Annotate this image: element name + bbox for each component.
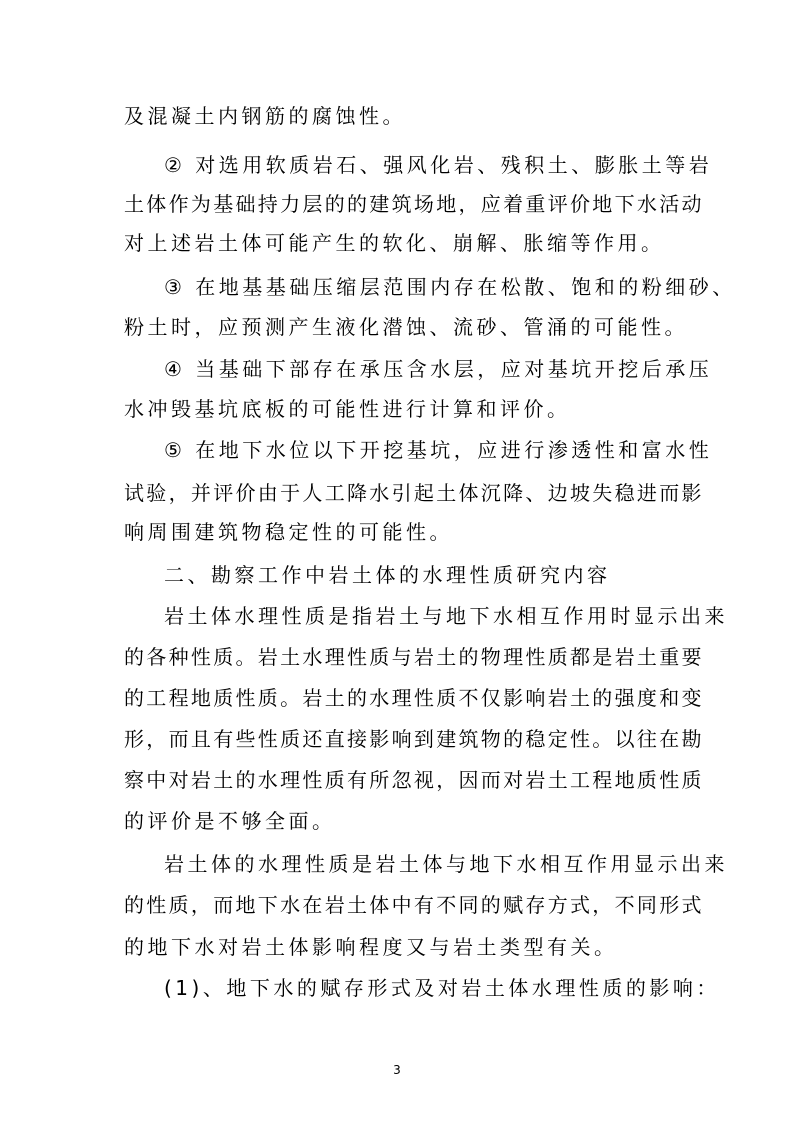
paragraph-line: 的地下水对岩土体影响程度又与岩土类型有关。	[124, 935, 618, 959]
section-heading: 二、勘察工作中岩土体的水理性质研究内容	[164, 563, 611, 587]
paragraph-line: ③ 在地基基础压缩层范围内存在松散、饱和的粉细砂、	[164, 275, 736, 299]
paragraph-line: 响周围建筑物稳定性的可能性。	[124, 520, 453, 544]
paragraph-line: ④ 当基础下部存在承压含水层，应对基坑开挖后承压	[164, 357, 713, 381]
paragraph-line: 粉土时，应预测产生液化潜蚀、流砂、管涌的可能性。	[124, 315, 688, 339]
paragraph-line: ⑤ 在地下水位以下开挖基坑，应进行渗透性和富水性	[164, 438, 713, 462]
paragraph-line: ② 对选用软质岩石、强风化岩、残积土、膨胀土等岩	[164, 153, 713, 177]
page-number: 3	[393, 1063, 401, 1077]
subsection-heading: (1)、地下水的赋存形式及对岩土体水理性质的影响：	[164, 976, 720, 1000]
paragraph-line: 的性质，而地下水在岩土体中有不同的赋存方式，不同形式	[124, 893, 704, 917]
paragraph-line: 形，而且有些性质还直接影响到建筑物的稳定性。以往在勘	[124, 727, 704, 751]
paragraph-line: 岩土体水理性质是指岩土与地下水相互作用时显示出来	[164, 604, 728, 628]
paragraph-line: 对上述岩土体可能产生的软化、崩解、胀缩等作用。	[124, 231, 665, 255]
paragraph-line: 的各种性质。岩土水理性质与岩土的物理性质都是岩土重要	[124, 645, 704, 669]
paragraph-line: 察中对岩土的水理性质有所忽视，因而对岩土工程地质性质	[124, 768, 704, 792]
paragraph-line: 的评价是不够全面。	[124, 809, 336, 833]
paragraph-line: 及混凝土内钢筋的腐蚀性。	[124, 104, 406, 128]
paragraph-line: 的工程地质性质。岩土的水理性质不仅影响岩土的强度和变	[124, 686, 704, 710]
paragraph-line: 试验，并评价由于人工降水引起土体沉降、边坡失稳进而影	[124, 481, 704, 505]
paragraph-line: 水冲毁基坑底板的可能性进行计算和评价。	[124, 397, 571, 421]
paragraph-line: 岩土体的水理性质是岩土体与地下水相互作用显示出来	[164, 852, 728, 876]
paragraph-line: 土体作为基础持力层的的建筑场地，应着重评价地下水活动	[124, 192, 704, 216]
